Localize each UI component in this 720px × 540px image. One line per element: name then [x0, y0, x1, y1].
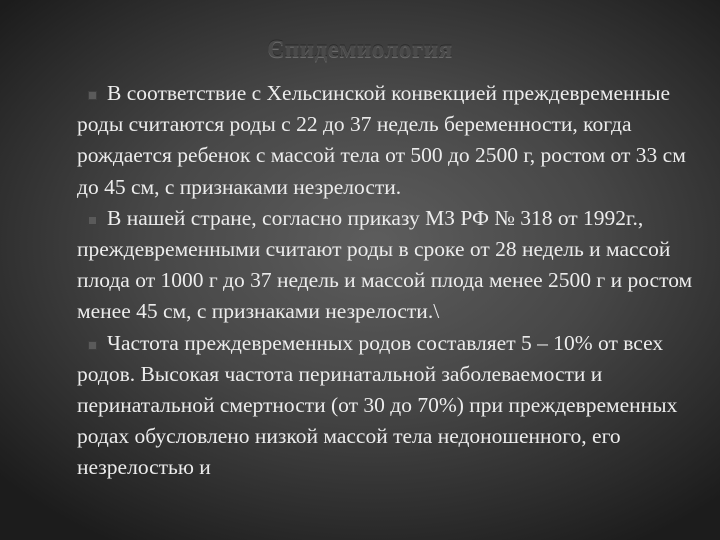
paragraph-1 — [77, 78, 707, 203]
square-bullet-icon — [88, 91, 97, 100]
square-bullet-icon — [88, 216, 97, 225]
paragraph-2 — [77, 203, 707, 328]
paragraph-3-text: Частота преждевременных родов составляет 5 – 10% от всех родов. Высокая частота перинатальной заболеваемости и перинатальной смертности (от 30 до 70%) при преждевременных родах обусловлено низкой массой тела недоношенного, его незрелостью и — [77, 330, 678, 480]
slide-body — [77, 78, 707, 484]
slide-title: Єпидемиология — [267, 36, 453, 63]
paragraph-2-text: В нашей стране, согласно приказу МЗ РФ № 318 от 1992г., преждевременными считают роды в сроке от 28 недель и массой плода от 1000 г до 37 недель и массой плода менее 2500 г и ростом менее 45 см, с признаками незрелости.\ — [77, 205, 693, 324]
paragraph-3 — [77, 328, 707, 484]
paragraph-1-text: В соответствие с Хельсинской конвекцией преждевременные роды считаются роды с 22 до 37 недель беременности, когда рождается ребенок с массой тела от 500 до 2500 г, ростом от 33 см до 45 см, с признаками незрелости. — [77, 81, 686, 199]
square-bullet-icon — [88, 341, 97, 350]
